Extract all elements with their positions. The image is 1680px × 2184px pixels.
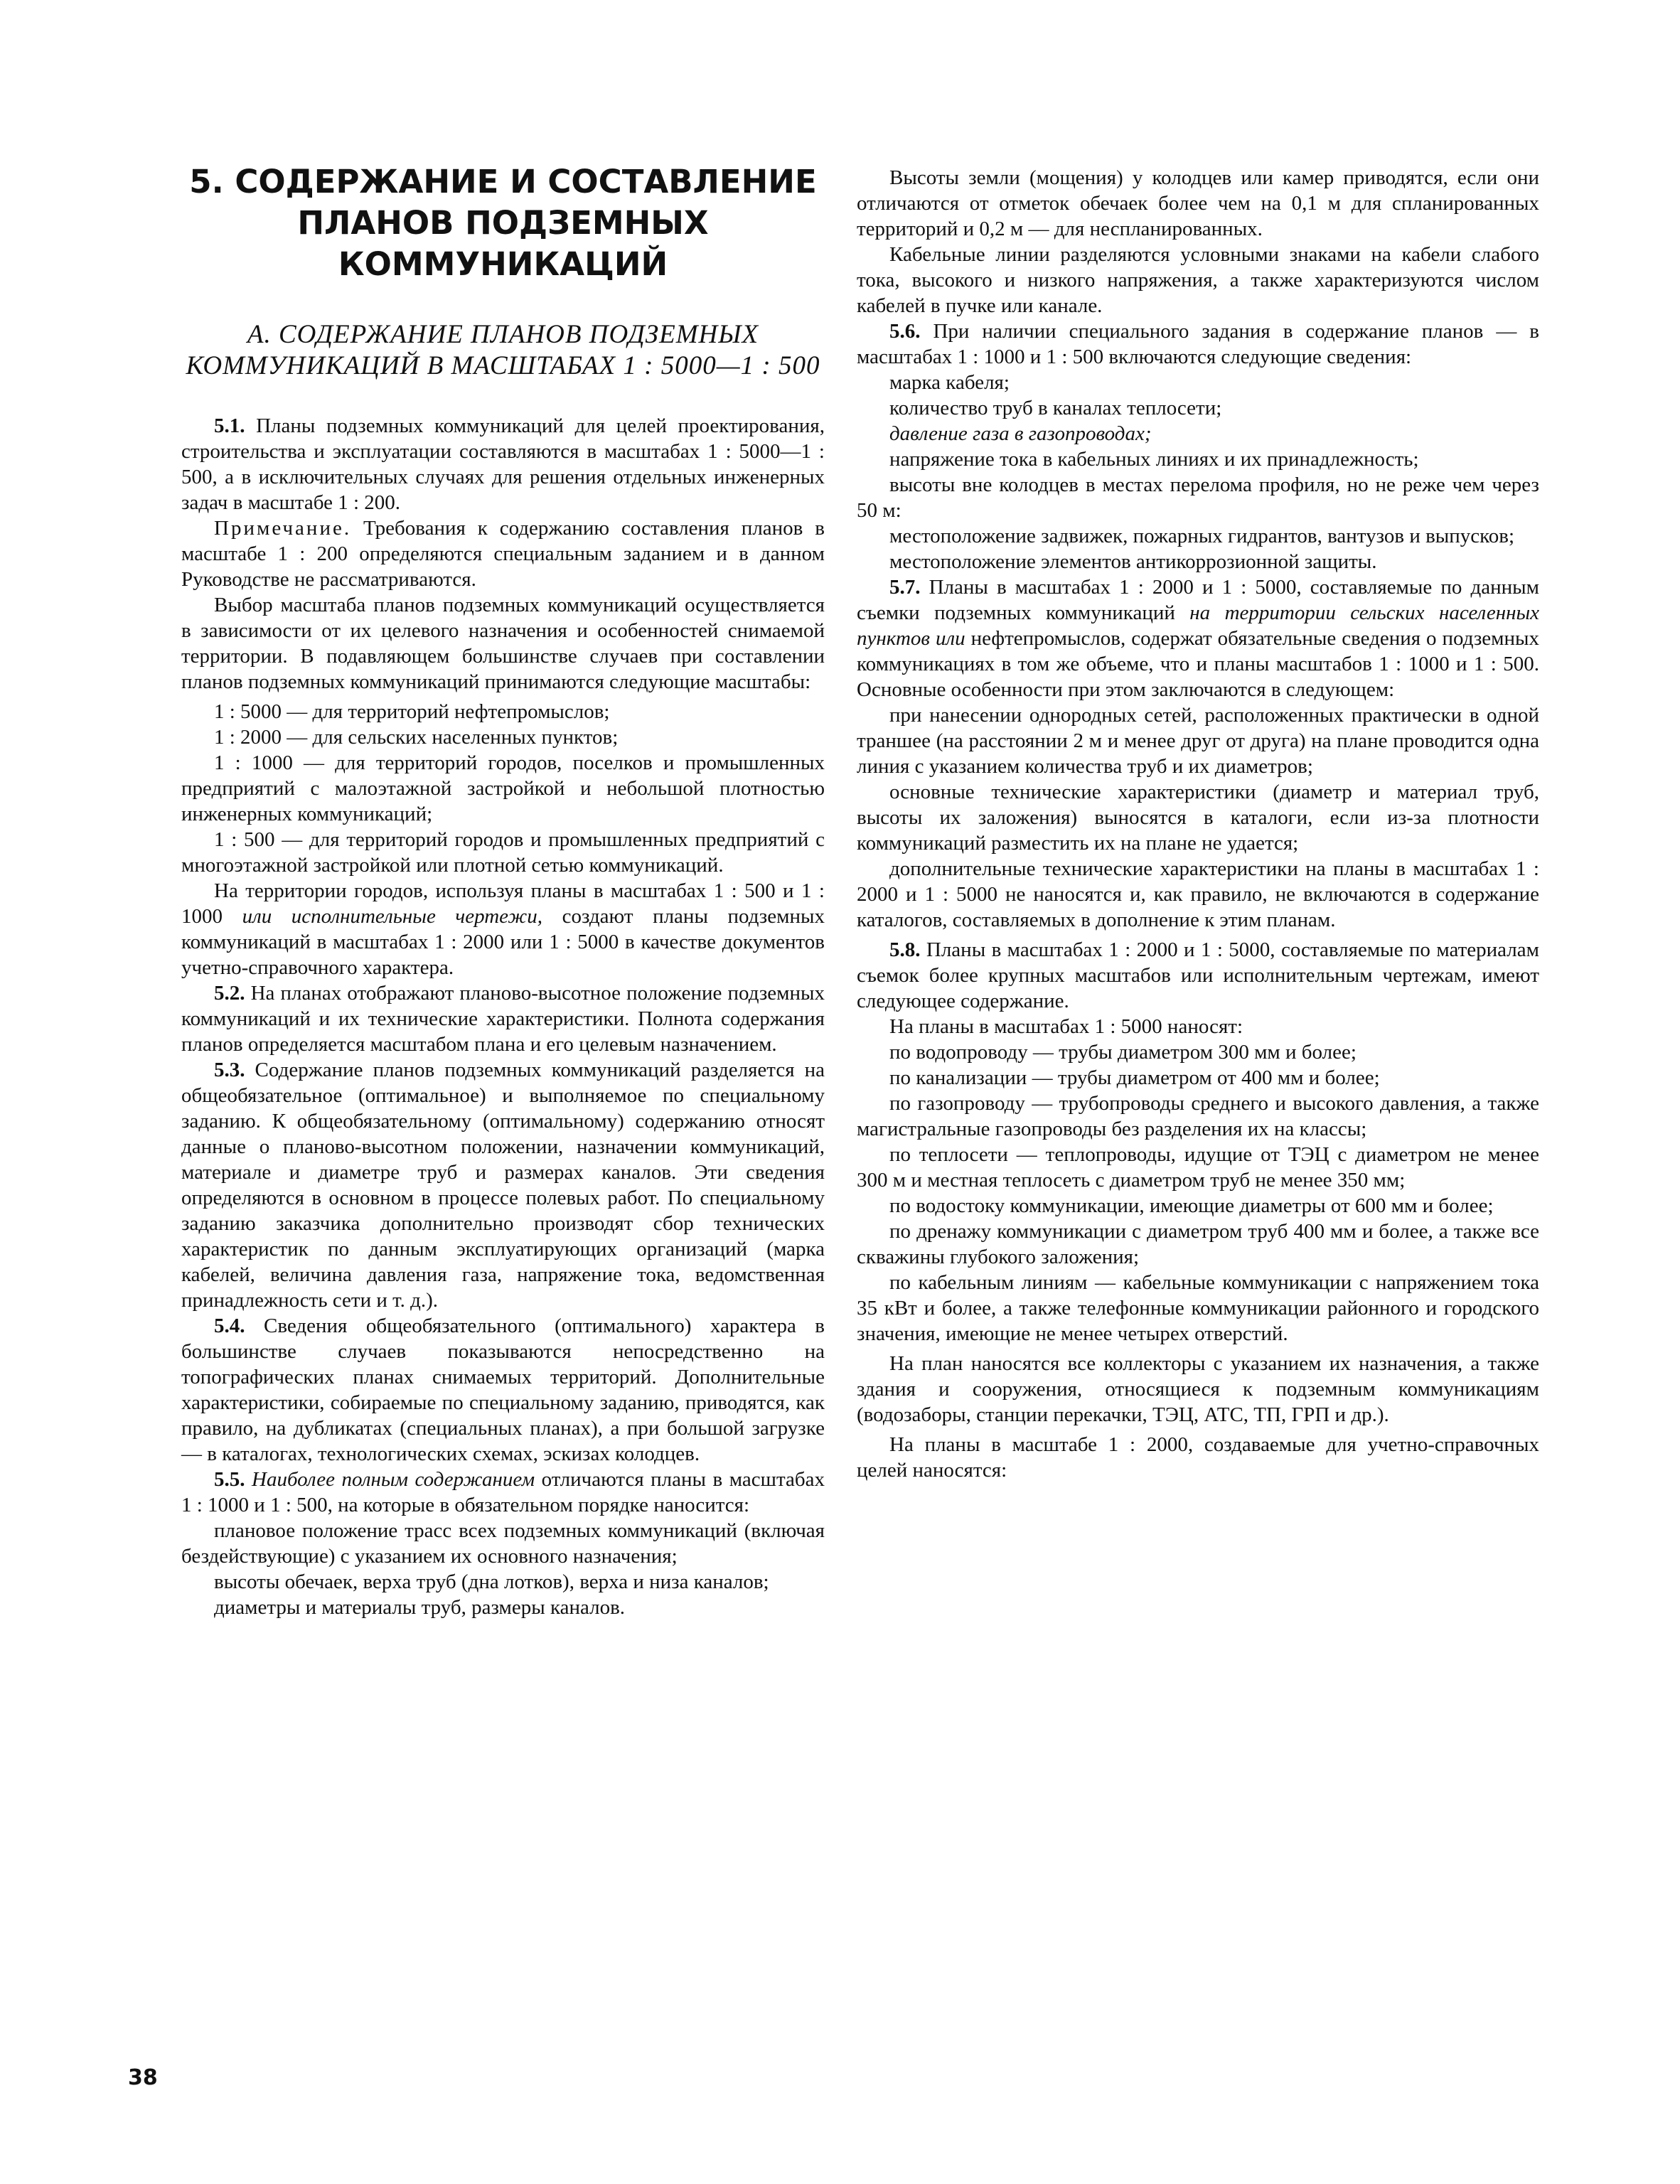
scale-item: 1 : 1000 — для территорий городов, поселков и промышленных предприятий с малоэтажной застройкой и небольшой плотностью инженерных коммуникаций; — [181, 751, 825, 825]
list-item: по канализации — трубы диаметром от 400 мм и более; — [889, 1066, 1380, 1089]
paragraph-5-2: 5.2. На планах отображают планово-высотное положение подземных коммуникаций и их технические характеристики. Полнота содержания планов определяется масштабом плана и его целевым назначением. — [181, 982, 825, 1056]
clause-number: 5.6. — [889, 320, 921, 343]
note-paragraph: Примечание. Требования к содержанию составления планов в масштабе 1 : 200 определяются специальным заданием и в данном Руководстве не рассматриваются. — [181, 517, 825, 591]
scale-item: 1 : 500 — для территорий городов и промышленных предприятий с многоэтажной застройкой или плотной сетью коммуникаций. — [181, 828, 825, 877]
list-item: высоты вне колодцев в местах перелома профиля, но не реже чем через 50 м: — [857, 473, 1539, 522]
list-item: основные технические характеристики (диаметр и материал труб, высоты их заложения) выносятся в каталоги, если из-за плотности коммуникаций разместить их на плане не удается; — [857, 781, 1539, 855]
list-item: по водостоку коммуникации, имеющие диаметры от 600 мм и более; — [889, 1194, 1494, 1217]
clause-number: 5.1. — [214, 414, 245, 437]
list-item: давление газа в газопроводах; — [889, 422, 1152, 445]
list-item: по водопроводу — трубы диаметром 300 мм и более; — [889, 1041, 1357, 1064]
list-item: при нанесении однородных сетей, расположенных практически в одной траншее (на расстоянии 2 м и менее друг от друга) на плане проводится одна линия с указанием количества труб и их диаметров; — [857, 704, 1539, 778]
list-item: по дренажу коммуникации с диаметром труб 400 мм и более, а также все скважины глубокого заложения; — [857, 1220, 1539, 1268]
paragraph-5-8: 5.8. Планы в масштабах 1 : 2000 и 1 : 5000, составляемые по материалам съемок более крупных масштабов или исполнительным чертежам, имеют следующее содержание. — [857, 938, 1539, 1012]
list-item: плановое положение трасс всех подземных коммуникаций (включая бездействующие) с указанием их основного назначения; — [181, 1519, 825, 1568]
paragraph-5-5: 5.5. Наиболее полным содержанием отличаются планы в масштабах 1 : 1000 и 1 : 500, на которые в обязательном порядке наносится: — [181, 1468, 825, 1516]
page-number: 38 — [128, 2065, 158, 2090]
list-heading: На планы в масштабах 1 : 5000 наносят: — [889, 1015, 1243, 1038]
paragraph-5-3: 5.3. Содержание планов подземных коммуникаций разделяется на общеобязательное (оптимальное) и выполняемое по специальному заданию. К общеобязательному (оптимальному) содержанию относят данные о планово-высотном положении, назначении коммуникаций, материале и диаметре труб и размерах каналов. Эти сведения определяются в основном в процессе полевых работ. По специальному заданию заказчика дополнительно производят сбор технических характеристик по данным эксплуатирующих организаций (марка кабелей, величина давления газа, напряжение тока, ведомственная принадлежность сети и т. д.). — [181, 1059, 825, 1312]
paragraph-5-1: 5.1. Планы подземных коммуникаций для целей проектирования, строительства и эксплуатации составляются в масштабах 1 : 5000—1 : 500, а в исключительных случаях для решения отдельных инженерных задач в масштабе 1 : 200. — [181, 414, 825, 514]
list-item: марка кабеля; — [889, 371, 1010, 394]
paragraph-scale-choice: Выбор масштаба планов подземных коммуникаций осуществляется в зависимости от их целевого назначения и особенностей снимаемой территории. В подавляющем большинстве случаев при составлении планов подземных коммуникаций принимаются следующие масштабы: — [181, 594, 825, 693]
subsection-title: А. СОДЕРЖАНИЕ ПЛАНОВ ПОДЗЕМНЫХ КОММУНИКАЦИЙ В МАСШТАБАХ 1 : 5000—1 : 500 — [186, 320, 820, 380]
clause-number: 5.5. — [214, 1468, 245, 1491]
list-item: дополнительные технические характеристики на планы в масштабах 1 : 2000 и 1 : 5000 не наносятся и, как правило, не включаются в содержание каталогов, составляемых в дополнение к этим планам. — [857, 857, 1539, 931]
list-item: по газопроводу — трубопроводы среднего и высокого давления, а также магистральные газопроводы без разделения их на классы; — [857, 1092, 1539, 1140]
scale-item: 1 : 2000 — для сельских населенных пунктов; — [214, 726, 619, 749]
paragraph-scale-2000: На планы в масштабе 1 : 2000, создаваемые для учетно-справочных целей наносятся: — [857, 1433, 1539, 1482]
clause-number: 5.7. — [889, 576, 921, 599]
list-item: высоты обечаек, верха труб (дна лотков), верха и низа каналов; — [214, 1570, 769, 1593]
paragraph-5-4: 5.4. Сведения общеобязательного (оптимального) характера в большинстве случаев показываются непосредственно на топографических планах снимаемых территорий. Дополнительные характеристики, собираемые по специальному заданию, приводятся, как правило, на дубликатах (специальных планах), а при большой загрузке — в каталогах, технологических схемах, эскизах колодцев. — [181, 1315, 825, 1465]
list-item: количество труб в каналах теплосети; — [889, 397, 1222, 419]
clause-number: 5.4. — [214, 1315, 245, 1337]
list-item: диаметры и материалы труб, размеры каналов. — [214, 1596, 626, 1619]
left-column — [181, 146, 825, 1620]
paragraph-city-plans: На территории городов, используя планы в масштабах 1 : 500 и 1 : 1000 или исполнительные чертежи, создают планы подземных коммуникаций в масштабах 1 : 2000 или 1 : 5000 в качестве документов учетно-справочного характера. — [181, 879, 825, 979]
clause-number: 5.3. — [214, 1059, 245, 1081]
note-label: Примечание. — [214, 517, 352, 540]
list-item: напряжение тока в кабельных линиях и их принадлежность; — [889, 448, 1419, 471]
list-item: по кабельным линиям — кабельные коммуникации с напряжением тока 35 кВт и более, а также телефонные коммуникации районного и городского значения, имеющие не менее четырех отверстий. — [857, 1271, 1539, 1345]
paragraph-5-7: 5.7. Планы в масштабах 1 : 2000 и 1 : 5000, составляемые по данным съемки подземных коммуникаций на территории сельских населенных пунктов или нефтепромыслов, содержат обязательные сведения о подземных коммуникациях в том же объеме, что и планы масштабов 1 : 1000 и 1 : 500. Основные особенности при этом заключаются в следующем: — [857, 576, 1540, 701]
list-item: местоположение задвижек, пожарных гидрантов, вантузов и выпусков; — [889, 525, 1515, 547]
section-title: 5. СОДЕРЖАНИЕ И СОСТАВЛЕНИЕ ПЛАНОВ ПОДЗЕМНЫХ КОММУНИКАЦИЙ — [189, 163, 817, 283]
scale-item: 1 : 5000 — для территорий нефтепромыслов; — [214, 700, 610, 723]
paragraph-ground-heights: Высоты земли (мощения) у колодцев или камер приводятся, если они отличаются от отметок обечаек более чем на 0,1 м для спланированных территорий и 0,2 м — для неспланированных. — [857, 166, 1539, 240]
paragraph-cable-lines: Кабельные линии разделяются условными знаками на кабели слабого тока, высокого и низкого напряжения, а также характеризуются числом кабелей в пучке или канале. — [857, 243, 1539, 317]
list-item: по теплосети — теплопроводы, идущие от ТЭЦ с диаметром не менее 300 м и местная теплосеть с диаметром труб не менее 350 мм; — [857, 1143, 1539, 1192]
list-item: местоположение элементов антикоррозионной защиты. — [889, 550, 1377, 573]
clause-number: 5.8. — [889, 938, 921, 961]
paragraph-5-6: 5.6. При наличии специального задания в содержание планов — в масштабах 1 : 1000 и 1 : 500 включаются следующие сведения: — [857, 320, 1539, 368]
right-column — [857, 165, 1539, 1483]
clause-number: 5.2. — [214, 982, 245, 1005]
paragraph-collectors: На план наносятся все коллекторы с указанием их назначения, а также здания и сооружения, относящиеся к подземным коммуникациям (водозаборы, станции перекачки, ТЭЦ, АТС, ТП, ГРП и др.). — [857, 1352, 1539, 1426]
